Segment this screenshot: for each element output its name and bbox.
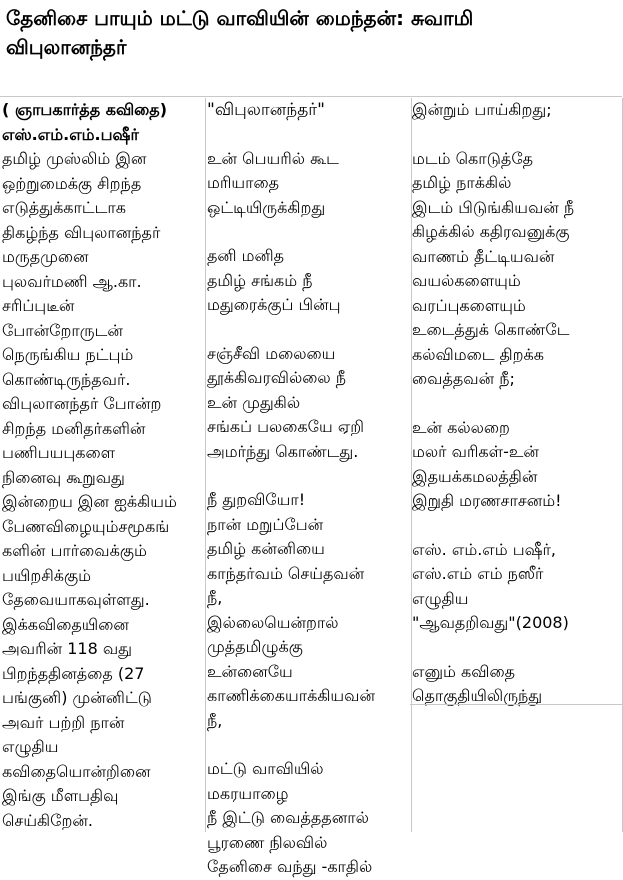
poem-line: நீ துறவியோ!	[207, 490, 306, 509]
credit-line: எழுதிய	[412, 588, 469, 608]
poem-line: தேனிசை வந்து -காதில்	[207, 857, 373, 876]
intro-line: கொண்டிருந்தவர்.	[2, 369, 131, 389]
poem-line: முத்தமிழுக்கு	[207, 637, 303, 656]
intro-line: நெருங்கிய நட்பும்	[2, 345, 134, 364]
poem-line: தமிழ் நாக்கில்	[412, 173, 512, 192]
poem-line: இறுதி மரணசாசனம்!	[412, 491, 562, 510]
poem-line: சங்கப் பலகையே ஏறி	[207, 417, 365, 436]
stanza-3	[207, 342, 411, 465]
stanza-4	[207, 488, 411, 733]
intro-line: பங்குனி) முன்னிட்டு	[2, 688, 152, 707]
poem-line: உன் கல்லறை	[412, 417, 510, 437]
poem-line: வைத்தவன் நீ;	[412, 369, 515, 388]
stanza-gap	[207, 123, 411, 147]
poem-line: தமிழ் கன்னியை	[207, 539, 325, 558]
stanza-1	[207, 147, 411, 221]
page-title	[6, 4, 612, 62]
stanza-2	[207, 244, 411, 318]
title-divider	[0, 96, 622, 97]
poem-line: இன்றும் பாய்கிறது;	[412, 100, 552, 119]
poem-line: நீ இட்டு வைத்ததனால்	[207, 808, 369, 827]
intro-line: பேணவிழையும்சமூகங்	[2, 516, 170, 536]
poem-line: மதுரைக்குப் பின்பு	[207, 295, 341, 314]
intro-line: கவிதையொன்றினை	[2, 761, 151, 781]
intro-line: அவரின் 118 வது	[2, 639, 133, 658]
poem-line: மலர் வரிகள்-உன்	[412, 442, 539, 461]
poem-line: மட்டு வாவியில்	[207, 759, 324, 778]
intro-line: அவர் பற்றி நான்	[2, 712, 125, 732]
poem-line: கிழக்கில் கதிரவனுக்கு	[412, 222, 570, 241]
intro-line: பயிறசிக்கும்	[2, 565, 91, 585]
intro-line: நினைவு கூறுவது	[2, 467, 125, 487]
poem-line: மடம் கொடுத்தே	[412, 148, 534, 168]
stanza-5	[207, 757, 411, 880]
credit-line: எஸ். எம்.எம் பஷீர்,	[412, 539, 556, 559]
intro-line: விபுலானந்தர் போன்ற	[2, 394, 162, 413]
intro-line: பணிபயபுகளை	[2, 443, 116, 462]
title-line-1: தேனிசை பாயும் மட்டு வாவியின் மைந்தன்: சுவாமி	[6, 6, 474, 30]
intro-line: பிறந்ததினத்தை (27	[2, 663, 145, 683]
intro-line: சரிப்புடீன்	[2, 296, 75, 315]
intro-text	[2, 147, 205, 833]
intro-line: புலவர்மணி ஆ.கா.	[2, 271, 142, 291]
poem-line: தமிழ் சங்கம் நீ	[207, 270, 313, 290]
intro-line: எடுத்துக்காட்டாக	[2, 198, 126, 217]
stanza-gap	[412, 514, 622, 538]
credit-line: "ஆவதறிவது"(2008)	[412, 613, 569, 632]
stanza-gap	[207, 464, 411, 488]
column-poem-part-1	[204, 98, 412, 876]
poem-line: இடம் பிடுங்கியவன் நீ	[412, 197, 575, 217]
poem-line: மகரயாழை	[207, 783, 289, 803]
credit-line: எஸ்.எம் எம் நஸீர்	[412, 564, 544, 583]
intro-line: இன்றைய இன ஐக்கியம்	[2, 492, 177, 511]
poem-line: பூரணை நிலவில்	[207, 832, 328, 852]
poem-line: காந்தர்வம் செய்தவன்	[207, 563, 365, 583]
intro-line: களின் பார்வைக்கும்	[2, 541, 147, 560]
column-3-bottom-border	[410, 704, 622, 705]
intro-line: தமிழ் முஸ்லிம் இன	[2, 149, 147, 168]
stanza-gap	[207, 318, 411, 342]
title-line-2: விபுலானந்தர்	[6, 35, 127, 59]
credit-line: தொகுதியிலிருந்து	[412, 686, 543, 705]
poem-line: உடைத்துக் கொண்டே	[412, 320, 570, 339]
poem-line: காணிக்கையாக்கியவன்	[207, 686, 375, 705]
intro-line: திகழ்ந்த விபுலானந்தர்	[2, 222, 161, 242]
intro-line: சிறந்த மனிதர்களின்	[2, 418, 146, 438]
poem-line: உன் பெயரில் கூட	[207, 148, 339, 168]
memorial-poem-label: ( ஞாபகார்த்த கவிதை)	[2, 100, 168, 119]
intro-line: மருதமுனை	[2, 247, 89, 266]
poem-line: வயல்களையும்	[412, 271, 521, 290]
poem-line: அமர்ந்து கொண்டது.	[207, 441, 359, 461]
poem-line: வரப்புகளையும்	[412, 295, 526, 315]
poem-line: தனி மனித	[207, 246, 285, 265]
poem-line: உன்னையே	[207, 661, 293, 681]
poem-line: உன் முதுகில்	[207, 392, 301, 412]
intro-line: இக்கவிதையினை	[2, 614, 129, 634]
source-note	[412, 660, 622, 709]
poem-line: நீ,	[207, 710, 223, 730]
poem-line: சஞ்சீவி மலையை	[207, 343, 336, 363]
poem-line: இல்லையென்றால்	[207, 612, 339, 632]
intro-line: ஒற்றுமைக்கு சிறந்த	[2, 173, 142, 193]
poem-line: இதயக்கமலத்தின்	[412, 466, 538, 486]
poem-line: ஒட்டியிருக்கிறது	[207, 197, 326, 217]
intro-line: இங்கு மீளபதிவு	[2, 786, 119, 805]
poem-line: மரியாதை	[207, 173, 280, 192]
stanza-8	[412, 416, 622, 514]
source-credit	[412, 538, 622, 636]
credit-line: எனும் கவிதை	[412, 661, 516, 681]
poem-line: நான் மறுப்பேன்	[207, 514, 324, 534]
stanza-6	[412, 98, 622, 123]
author-name: எஸ்.எம்.எம்.பஷீர்	[2, 124, 139, 144]
poem-title: "விபுலானந்தர்"	[207, 100, 325, 120]
stanza-gap	[412, 392, 622, 416]
intro-line: எழுதிய	[2, 737, 59, 756]
poem-line: தூக்கிவரவில்லை நீ	[207, 368, 347, 387]
intro-line: செய்கிறேன்.	[2, 810, 93, 830]
intro-line: போன்றோருடன்	[2, 320, 123, 340]
stanza-gap	[207, 220, 411, 244]
poem-line: நீ,	[207, 588, 223, 607]
stanza-gap	[412, 123, 622, 147]
stanza-gap	[207, 733, 411, 757]
intro-line: தேவையாகவுள்ளது.	[2, 590, 150, 609]
poem-line: கல்விமடை திறக்க	[412, 344, 545, 364]
stanza-7	[412, 147, 622, 392]
column-poem-part-2	[410, 98, 623, 832]
stanza-gap	[412, 636, 622, 660]
poem-line: வாணம் தீட்டியவன்	[412, 246, 555, 266]
column-introduction	[0, 98, 206, 832]
